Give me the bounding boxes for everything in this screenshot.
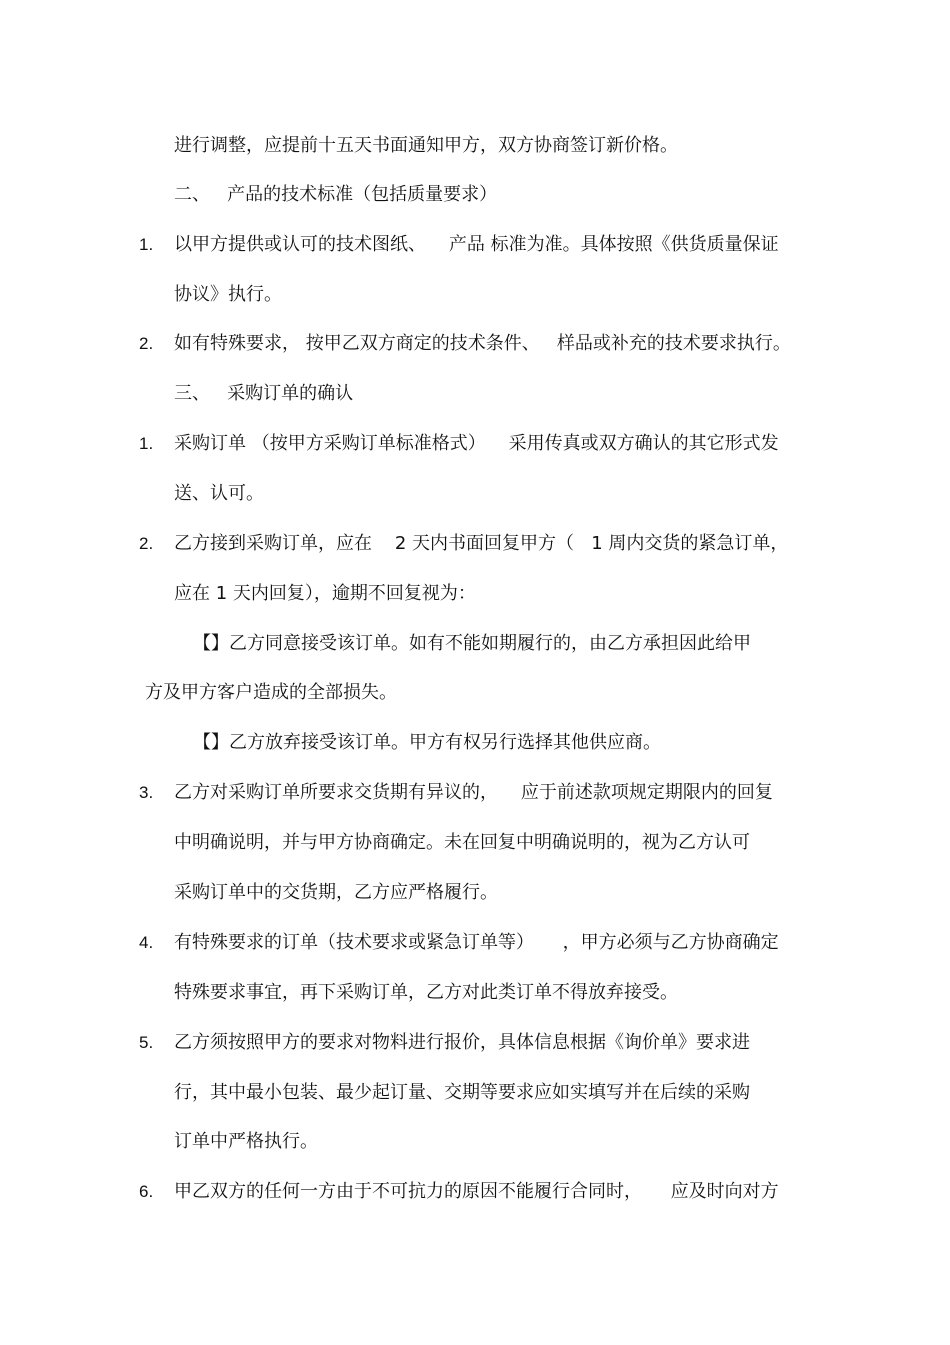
text-line: 协议》执行。 [174, 284, 282, 305]
list-number: 4. [139, 933, 154, 952]
text-line: 采购订单中的交货期，乙方应严格履行。 [174, 882, 498, 903]
text-line: 送、认可。 [174, 483, 264, 504]
list-number: 6. [139, 1182, 154, 1201]
list-number: 2. [139, 334, 154, 353]
list-number: 1. [139, 434, 154, 453]
text-line: 【】乙方同意接受该订单。如有不能如期履行的，由乙方承担因此给甲 [193, 633, 751, 654]
text-line: 如有特殊要求， 按甲乙双方商定的技术条件、 样品或补充的技术要求执行。 [174, 333, 791, 354]
text-line: 甲乙双方的任何一方由于不可抗力的原因不能履行合同时， 应及时向对方 [174, 1181, 779, 1202]
text-line: 乙方接到采购订单，应在 2 天内书面回复甲方（ 1 周内交货的紧急订单， [174, 533, 789, 554]
text-line: 进行调整，应提前十五天书面通知甲方，双方协商签订新价格。 [174, 135, 678, 156]
list-number: 2. [139, 534, 154, 553]
text-line: 以甲方提供或认可的技术图纸、 产品 标准为准。具体按照《供货质量保证 [174, 234, 779, 255]
section-heading: 二、 产品的技术标准（包括质量要求） [174, 184, 498, 205]
text-line: 采购订单 （按甲方采购订单标准格式） 采用传真或双方确认的其它形式发 [174, 433, 779, 454]
text-line: 行，其中最小包装、最少起订量、交期等要求应如实填写并在后续的采购 [174, 1082, 750, 1103]
text-line: 特殊要求事宜，再下采购订单，乙方对此类订单不得放弃接受。 [174, 982, 678, 1003]
text-line: 有特殊要求的订单（技术要求或紧急订单等） ，甲方必须与乙方协商确定 [174, 932, 779, 953]
text-line: 【】乙方放弃接受该订单。甲方有权另行选择其他供应商。 [193, 732, 661, 753]
text-line: 应在 1 天内回复），逾期不回复视为： [174, 583, 476, 604]
section-heading: 三、 采购订单的确认 [174, 383, 354, 404]
text-line: 中明确说明，并与甲方协商确定。未在回复中明确说明的，视为乙方认可 [174, 832, 750, 853]
list-number: 1. [139, 235, 154, 254]
text-line: 方及甲方客户造成的全部损失。 [145, 682, 397, 703]
text-line: 订单中严格执行。 [174, 1131, 318, 1152]
list-number: 5. [139, 1033, 154, 1052]
list-number: 3. [139, 783, 154, 802]
text-line: 乙方须按照甲方的要求对物料进行报价，具体信息根据《询价单》要求进 [174, 1032, 750, 1053]
text-line: 乙方对采购订单所要求交货期有异议的， 应于前述款项规定期限内的回复 [174, 782, 773, 803]
